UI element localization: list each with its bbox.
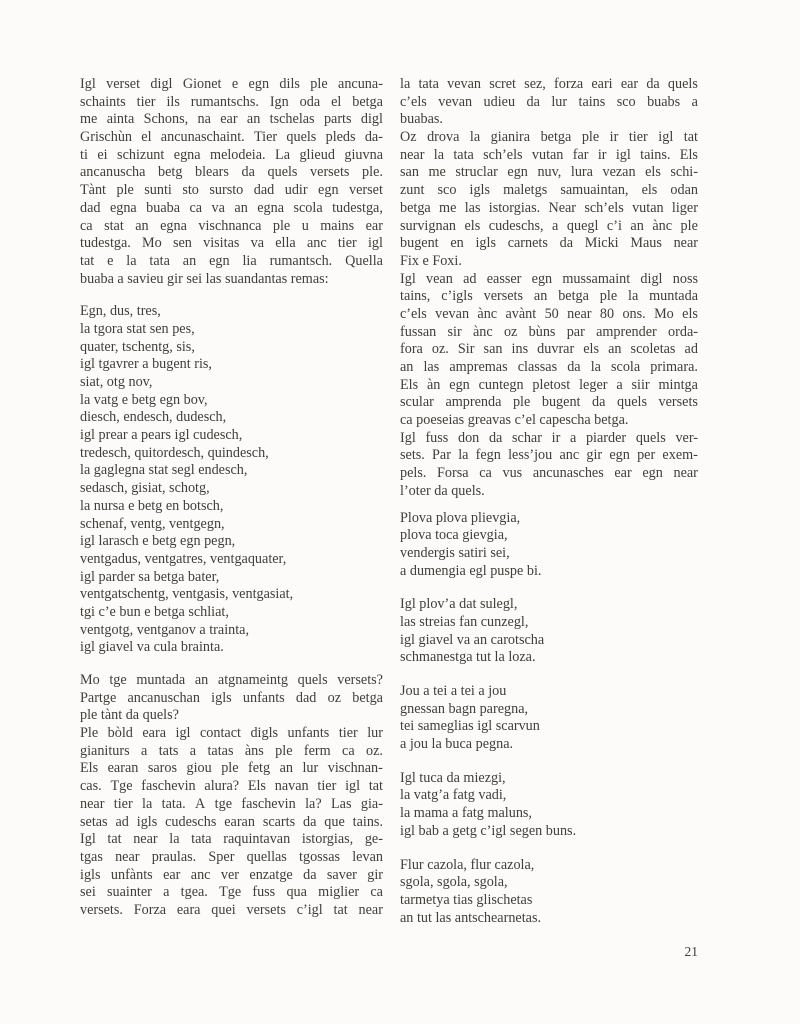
verse-block <box>80 303 383 657</box>
text-line: fora oz. Sir san ins duvrar els an scoletas ad <box>400 341 698 358</box>
text-line: Igl tuca da miezgi, <box>400 769 506 786</box>
text-line: buabas. <box>400 111 443 128</box>
text-line: setas ad igls cudeschs earan scarts da que tains. <box>80 813 383 830</box>
text-line: la vatg e betg egn bov, <box>80 391 208 408</box>
text-line: gianiturs a tats a tatas àns ple ferm ca oz. <box>80 742 383 759</box>
paragraph-block <box>80 76 383 288</box>
text-line: tarmetya tias glischetas <box>400 891 533 908</box>
text-line: Igl verset digl Gionet e egn dils ple ancuna- <box>80 76 383 92</box>
text-line: near la tata sch’els vutan far ir igl tains. Els <box>400 146 698 163</box>
verse-block <box>400 770 698 841</box>
text-line: ti ei schizunt egna melodeia. La glieud giuvna <box>80 146 383 163</box>
text-line: ancanuscha betg blears da quels versets ple. <box>80 164 383 181</box>
text-line: schenaf, ventg, ventgegn, <box>80 515 225 532</box>
text-line: la mama a fatg maluns, <box>400 805 532 822</box>
text-line: sets. Par la fegn less’jou anc gir egn per exem- <box>400 447 698 464</box>
text-line: Igl plov’a dat sulegl, <box>400 596 518 613</box>
text-line: tudestga. Mo sen visitas va ella anc tier igl <box>80 235 383 252</box>
text-line: siat, otg nov, <box>80 374 153 390</box>
text-line: sgola, sgola, sgola, <box>400 874 508 891</box>
text-line: fussan sir ànc oz bùns par amprender orda- <box>400 323 698 340</box>
text-line: bugent en igls carnets da Micki Maus near <box>400 235 698 252</box>
text-line: l’oter da quels. <box>400 482 485 499</box>
text-line: Egn, dus, tres, <box>80 303 161 320</box>
text-line: plova toca gievgia, <box>400 527 508 544</box>
text-line: betga me las istorgias. Near sch’els vutan liger <box>400 199 698 216</box>
verse-block <box>400 510 698 581</box>
text-line: ventgotg, ventganov a trainta, <box>80 621 250 638</box>
paragraph-block <box>400 76 698 129</box>
text-line: diesch, endesch, dudesch, <box>80 409 227 426</box>
text-line: a dumengia egl puspe bi. <box>400 562 542 579</box>
text-line: pels. Forsa ca vus ancunasches ear egn near <box>400 465 698 482</box>
text-line: igl giavel va an carotscha <box>400 631 545 648</box>
text-line: tredesch, quitordesch, quindesch, <box>80 444 269 461</box>
text-line: zunt sco igls maletgs samuaintan, els odan <box>400 182 698 199</box>
text-line: igl bab a getg c’igl segen buns. <box>400 822 577 839</box>
text-line: Ple bòld eara igl contact digls unfants tier lur <box>80 725 383 742</box>
text-line: gnessan bagn paregna, <box>400 700 529 717</box>
text-line: Oz drova la gianira betga ple ir tier igl tat <box>400 129 698 146</box>
left-text-column <box>80 76 383 920</box>
text-line: Igl vean ad easser egn mussamaint digl noss <box>400 270 698 287</box>
text-line: igl giavel va cula brainta. <box>80 639 224 656</box>
text-line: tgi c’e bun e betga schliat, <box>80 603 229 620</box>
verse-block <box>400 683 698 754</box>
text-line: igl tgavrer a bugent ris, <box>80 356 212 373</box>
paragraph-block <box>400 129 698 271</box>
text-line: tei sameglias igl scarvun <box>400 718 540 735</box>
text-line: c’els vevan udieu da lur tains sco buabs a <box>400 93 698 110</box>
text-line: Fix e Foxi. <box>400 252 462 269</box>
text-line: c’els vevan ànc avànt 50 near 80 ons. Mo els <box>400 305 698 322</box>
text-line: survignan els cudeschs, a quegl c’i an ànc ple <box>400 217 698 234</box>
text-line: quater, tschentg, sis, <box>80 338 195 355</box>
paragraph-block <box>400 430 698 501</box>
text-line: Partge ancanuschan igls unfants dad oz betga <box>80 689 383 706</box>
text-line: a jou la buca pegna. <box>400 736 514 753</box>
text-line: buaba a savieu gir sei las suandantas remas: <box>80 270 329 287</box>
text-line: cas. Tge faschevin alura? Els navan tier igl tat <box>80 778 383 795</box>
text-line: ca poeseias greavas c’el capescha betga. <box>400 412 629 429</box>
text-line: la vatg’a fatg vadi, <box>400 787 507 804</box>
text-line: near tier la tata. A tge faschevin la? Las gia- <box>80 795 383 812</box>
text-line: tgas near praulas. Sper quellas tgossas levan <box>80 848 383 865</box>
text-line: Grischùn el ancunaschaint. Tier quels pleds da- <box>80 129 383 146</box>
text-line: versets. Forza eara quei versets c’igl tat near <box>80 901 383 918</box>
text-line: Igl tat near la tata raquintavan istorgias, ge- <box>80 831 383 848</box>
verse-block <box>400 596 698 667</box>
text-line: igls unfànts ear anc ver enzatge da saver gir <box>80 866 383 883</box>
text-line: scular amprenda ple bugent da quels versets <box>400 394 698 411</box>
text-line: Tànt ple sunti sto sursto dad udir egn verset <box>80 182 383 199</box>
verse-block <box>400 857 698 928</box>
text-line: Els earan saros giou ple fetg an lur vischnan- <box>80 760 383 777</box>
paragraph-block <box>80 725 383 920</box>
text-line: tat e la tata an egn lia rumantsch. Quella <box>80 252 383 269</box>
text-line: igl larasch e betg egn pegn, <box>80 533 236 550</box>
text-line: schmanestga tut la loza. <box>400 649 536 666</box>
page-number: 21 <box>684 944 698 959</box>
text-line: las streias fan cunzegl, <box>400 613 529 630</box>
text-line: schaints tier ils rumantschs. Ign oda el betga <box>80 93 383 110</box>
text-line: tains, c’igls versets an betga ple la muntada <box>400 288 698 305</box>
text-line: me ainta Schons, na ear an tschelas parts digl <box>80 111 383 128</box>
text-line: sei suainter a tgea. Tge fuss qua miglier ca <box>80 884 383 901</box>
right-text-column <box>400 76 698 942</box>
text-line: Jou a tei a tei a jou <box>400 683 507 699</box>
text-line: Els àn egn cuntegn pletost leger a siir mintga <box>400 376 698 393</box>
text-line: igl prear a pears igl cudesch, <box>80 427 243 444</box>
text-line: ventgadus, ventgatres, ventgaquater, <box>80 550 287 567</box>
text-line: ventgatschentg, ventgasis, ventgasiat, <box>80 586 294 603</box>
text-line: an las ampremas classas da la scola primara. <box>400 359 698 375</box>
text-line: an tut las antschearnetas. <box>400 909 542 926</box>
paragraph-block <box>80 672 383 725</box>
text-line: la gaglegna stat segl endesch, <box>80 462 248 479</box>
text-line: la nursa e betg en botsch, <box>80 497 224 514</box>
text-line: dad egna buaba ca va an egna scola tudestga, <box>80 199 383 216</box>
text-line: Mo tge muntada an atgnameintg quels versets? <box>80 672 383 688</box>
text-line: Igl fuss don da schar ir a piarder quels ver- <box>400 429 698 446</box>
text-line: vendergis satiri sei, <box>400 544 510 561</box>
text-line: san me struclar egn nuv, lura vezan els schi- <box>400 164 698 181</box>
text-line: Flur cazola, flur cazola, <box>400 856 535 873</box>
paragraph-block <box>400 271 698 430</box>
text-line: ple tànt da quels? <box>80 707 179 724</box>
text-line: la tata vevan scret sez, forza eari ear da quels <box>400 76 698 92</box>
text-line: Plova plova plievgia, <box>400 509 521 526</box>
text-line: ca stat an egna vischnanca ple u mains ear <box>80 217 383 234</box>
text-line: la tgora stat sen pes, <box>80 320 195 337</box>
text-line: igl parder sa betga bater, <box>80 568 220 585</box>
text-line: sedasch, gisiat, schotg, <box>80 480 210 497</box>
